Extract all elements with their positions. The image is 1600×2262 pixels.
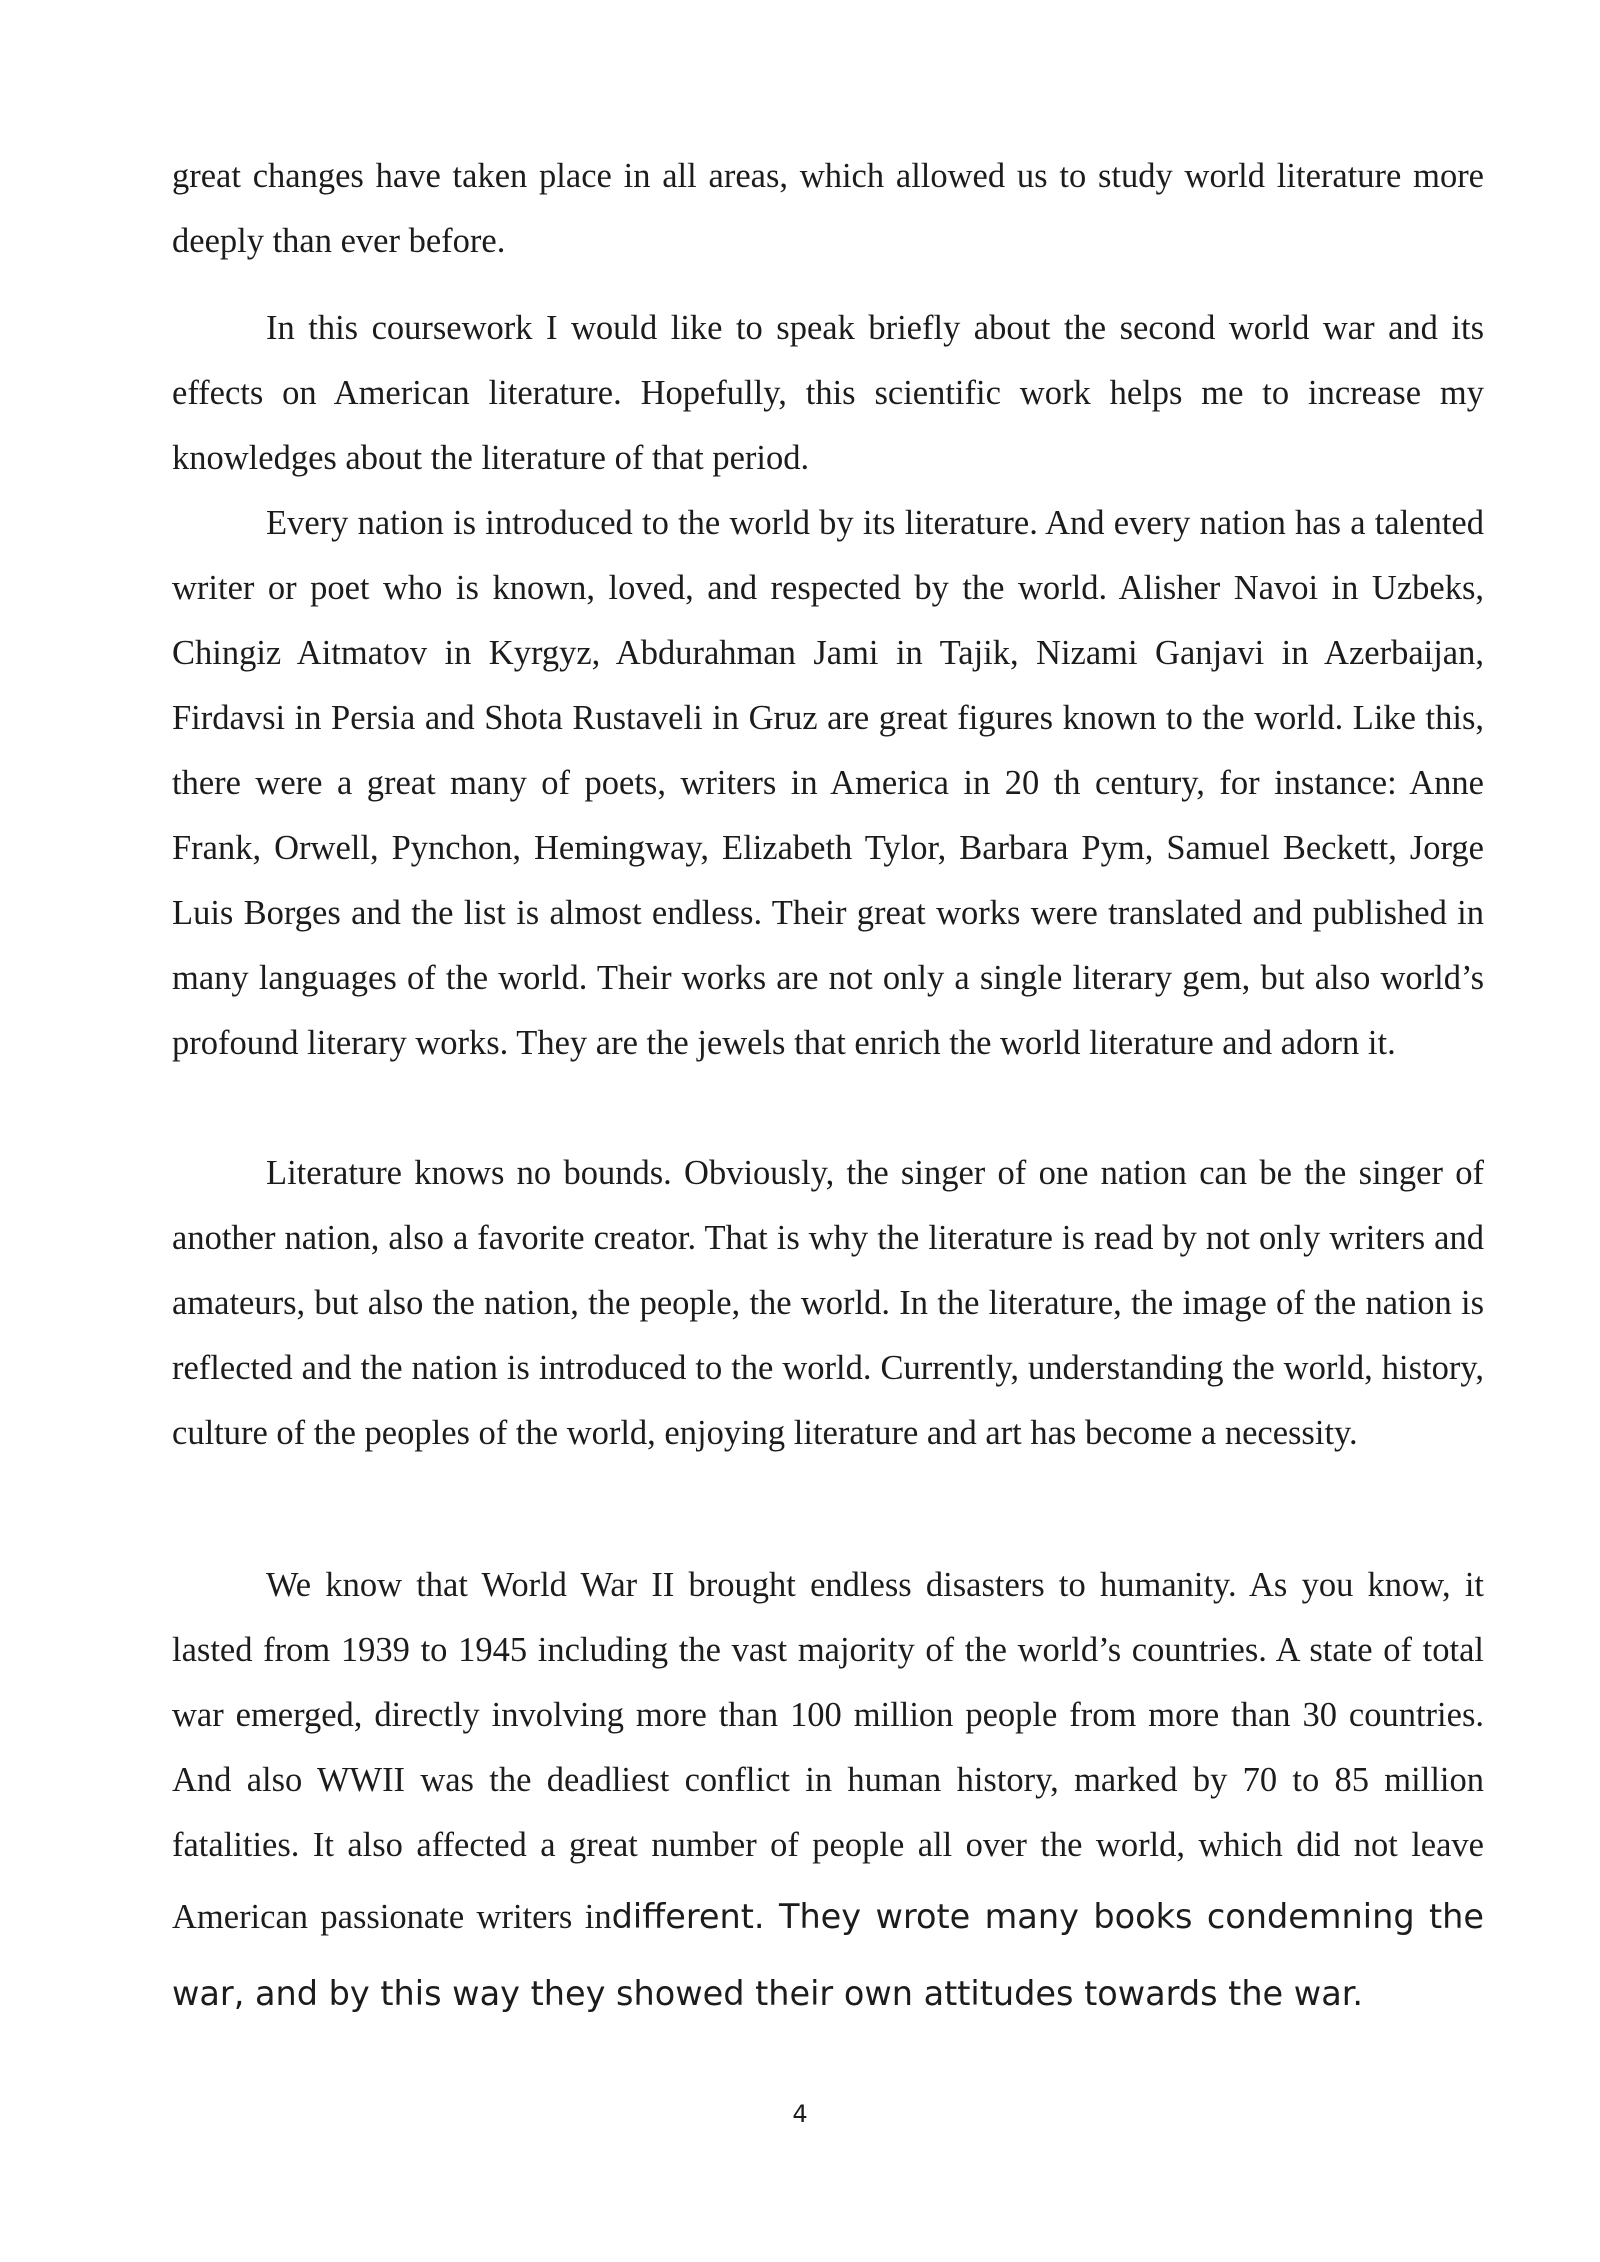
paragraph-text: Literature knows no bounds. Obviously, the singer of one nation can be the singer of another nation, also a favorite creator. That is why the literature is read by not only writers and amateurs, but also the nation, the people, the world. In the literature, the image of the nation is reflected and the nation is introduced to the world. Currently, understanding the world, history, culture of the peoples of the world, enjoying literature and art has become a necessity. (172, 1154, 1484, 1452)
paragraph-text: Every nation is introduced to the world by its literature. And every nation has a talented writer or poet who is known, loved, and respected by the world. Alisher Navoi in Uzbeks, Chingiz Aitmatov in Kyrgyz, Abdurahman Jami in Tajik, Nizami Ganjavi in Azerbaijan, Firdavsi in Persia and Shota Rustaveli in Gruz are great figures known to the world. Like this, there were a great many of poets, writers in America in 20 th century, for instance: Anne Frank, Orwell, Pynchon, Hemingway, Elizabeth Tylor, Barbara Pym, Samuel Beckett, Jorge Luis Borges and the list is almost endless. Their great works were translated and published in many languages of the world. Their works are not only a single literary gem, but also world’s profound literary works. They are the jewels that enrich the world literature and adorn it. (172, 504, 1484, 1062)
paragraph-literature-no-bounds (172, 1141, 1484, 1466)
paragraph-coursework-intro (172, 296, 1484, 491)
paragraph-world-war-ii (172, 1553, 1484, 2032)
paragraph-text: great changes have taken place in all areas, which allowed us to study world literature more deeply than ever before. (172, 157, 1484, 260)
paragraph-nations-literature (172, 491, 1484, 1076)
paragraph-text (172, 1553, 1484, 2032)
paragraph-continuation (172, 144, 1484, 274)
page-number: 4 (792, 2100, 808, 2128)
paragraph-text: In this coursework I would like to speak briefly about the second world war and its effects on American literature. Hopefully, this scientific work helps me to increase my knowledges about the literature of that period. (172, 309, 1484, 477)
paragraph-sans-run: different. They wrote many books condemning the war, and by this way they showed their own attitudes towards the war. (172, 1897, 1484, 2013)
paragraph-serif-run: We know that World War II brought endless disasters to humanity. As you know, it lasted from 1939 to 1945 including the vast majority of the world’s countries. A state of total war emerged, directly involving more than 100 million people from more than 30 countries. And also WWII was the deadliest conflict in human history, marked by 70 to 85 million fatalities. It also affected a great number of people all over the world, which did not leave American passionate writers in (172, 1566, 1484, 1936)
